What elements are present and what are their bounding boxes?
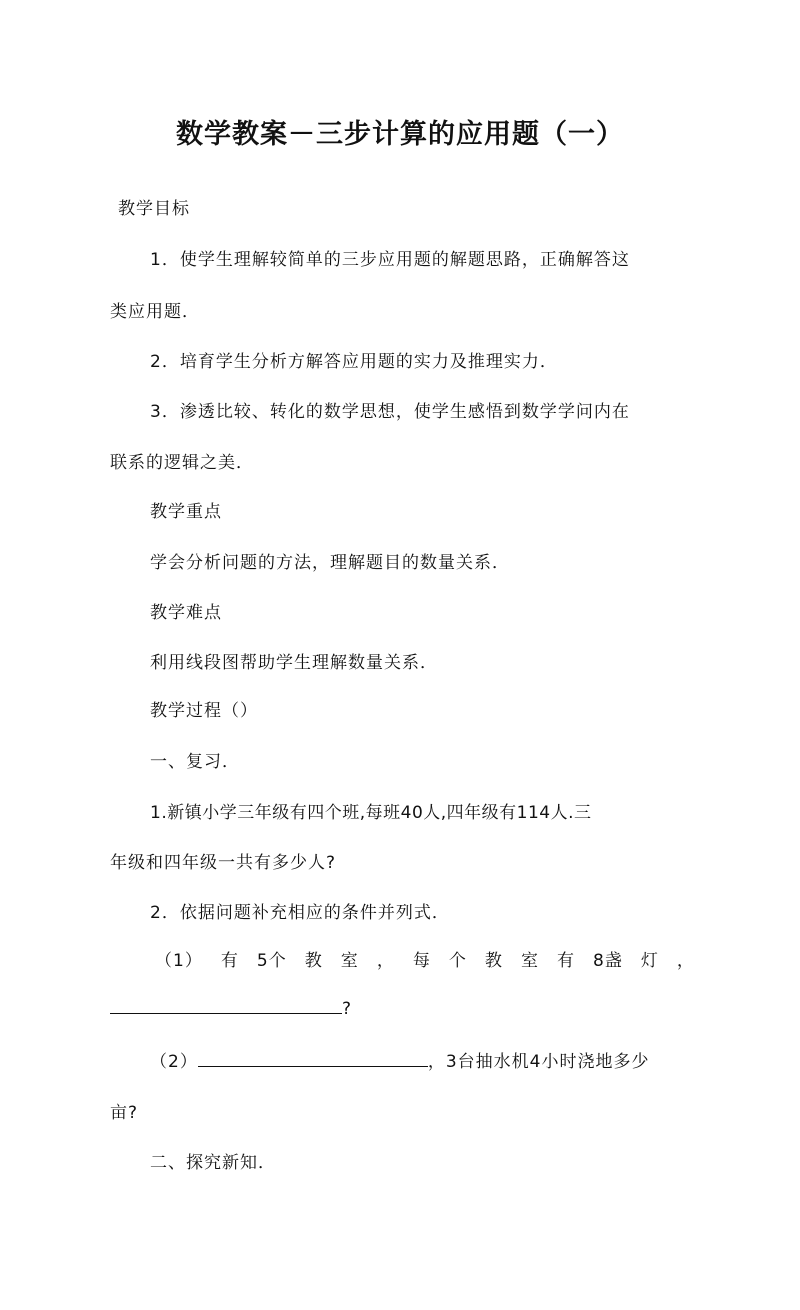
answer-blank[interactable] (198, 1050, 428, 1067)
sub2-start: （2） (150, 1052, 198, 1072)
key-points-heading: 教学重点 (150, 502, 222, 522)
sub1-token: 室 (520, 951, 539, 971)
goal-3-line-2: 联系的逻辑之美． (110, 453, 254, 473)
sub1-token: 8盏 (593, 951, 623, 971)
review-2: 2．依据问题补充相应的条件并列式． (150, 903, 450, 923)
sub2-rest: ，3台抽水机4小时浇地多少 (427, 1052, 650, 1072)
goal-2: 2．培育学生分析方解答应用题的实力及推理实力． (150, 352, 558, 372)
sub1-token: 个 (448, 951, 467, 971)
sub1-token: 有 (556, 951, 575, 971)
sub1-end: ? (342, 999, 353, 1019)
sub1-token: ， (376, 951, 395, 971)
explore-heading: 二、探究新知． (150, 1153, 276, 1173)
sub-question-2-line-1 (150, 1047, 649, 1072)
sub-question-1-line-2 (110, 997, 352, 1019)
review-1-line-1: 1.新镇小学三年级有四个班,每班40人,四年级有114人.三 (150, 803, 592, 823)
difficulties-text: 利用线段图帮助学生理解数量关系． (150, 653, 438, 673)
goal-1-line-1: 1．使学生理解较简单的三步应用题的解题思路，正确解答这 (150, 250, 630, 270)
goal-1-line-2: 类应用题． (110, 302, 200, 322)
goal-3-line-1: 3．渗透比较、转化的数学思想，使学生感悟到数学学问内在 (150, 402, 630, 422)
sub1-token: 5个 (256, 951, 287, 971)
sub-question-2-line-2: 亩? (110, 1103, 139, 1123)
review-1-line-2: 年级和四年级一共有多少人? (110, 853, 337, 873)
sub1-token: 有 (220, 951, 239, 971)
sub1-token: 教 (484, 951, 503, 971)
sub1-token: 灯 (640, 951, 659, 971)
key-points-text: 学会分析问题的方法，理解题目的数量关系． (150, 553, 510, 573)
sub1-token: 每 (412, 951, 431, 971)
sub1-token: ， (676, 951, 695, 971)
review-heading: 一、复习． (150, 752, 240, 772)
answer-blank[interactable] (110, 997, 342, 1014)
difficulties-heading: 教学难点 (150, 603, 222, 623)
sub1-token: 室 (340, 951, 359, 971)
process-heading: 教学过程（） (150, 701, 258, 721)
sub1-token: 教 (304, 951, 323, 971)
document-title: 数学教案－三步计算的应用题（一） (176, 119, 624, 150)
sub1-token: （1） (155, 951, 203, 971)
sub-question-1-line-1 (155, 946, 695, 971)
goal-heading: 教学目标 (118, 199, 190, 219)
